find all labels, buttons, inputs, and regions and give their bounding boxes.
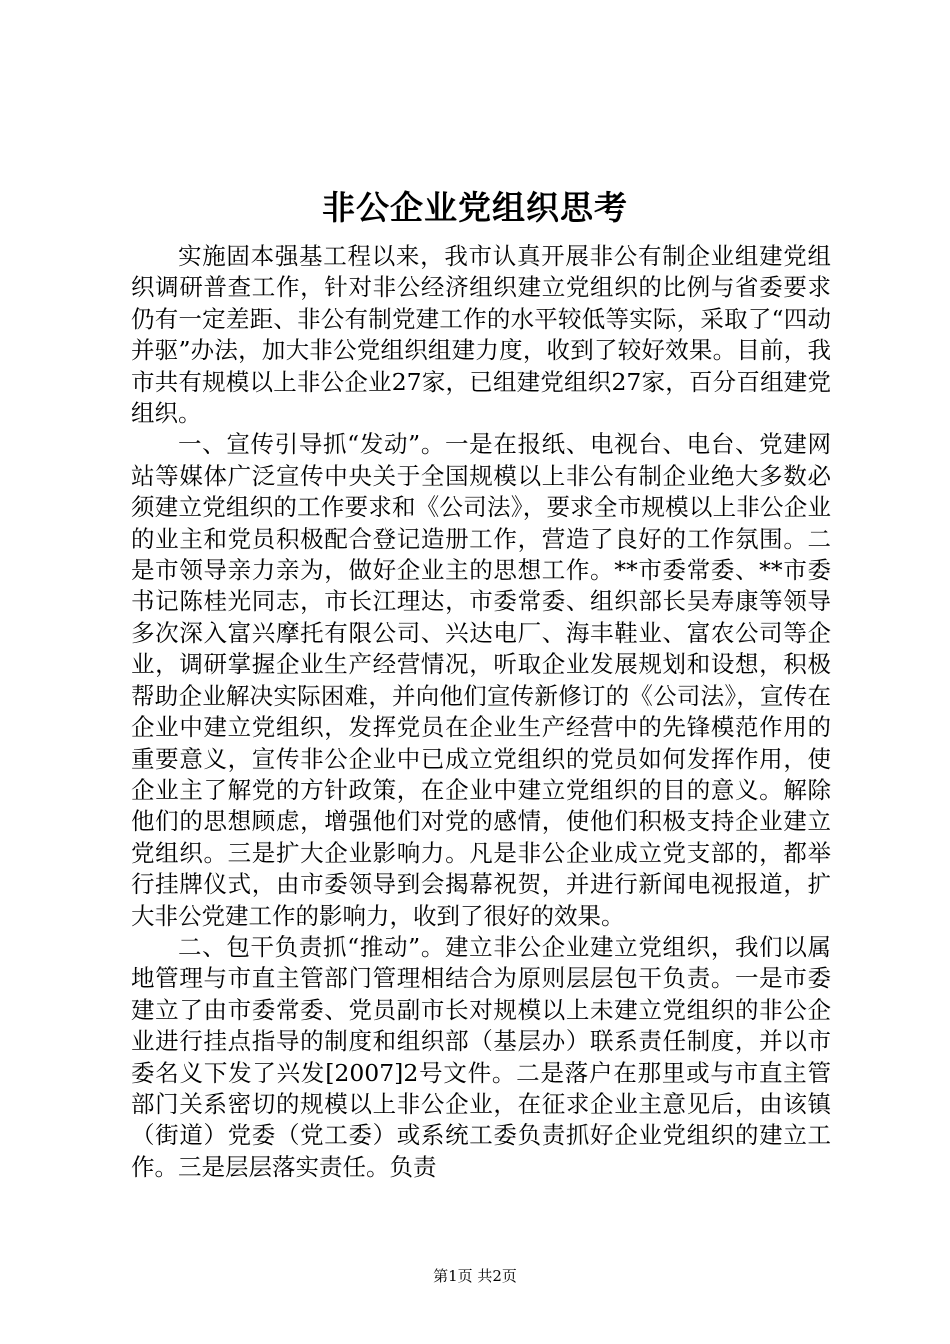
paragraph-section-one: 一、宣传引导抓“发动”。一是在报纸、电视台、电台、党建网站等媒体广泛宣传中央关于全国规模以上非公有制企业绝大多数必须建立党组织的工作要求和《公司法》，要求全市规模以上非公企业的业主和党员积极配合登记造册工作，营造了良好的工作氛围。二是市领导亲力亲为，做好企业主的思想工作。**市委常委、**市委书记陈桂光同志，市长江理达，市委常委、组织部长吴寿康等领导多次深入富兴摩托有限公司、兴达电厂、海丰鞋业、富农公司等企业，调研掌握企业生产经营情况，听取企业发展规划和设想，积极帮助企业解决实际困难，并向他们宣传新修订的《公司法》，宣传在企业中建立党组织，发挥党员在企业生产经营中的先锋模范作用的重要意义，宣传非公企业中已成立党组织的党员如何发挥作用，使企业主了解党的方针政策，在企业中建立党组织的目的意义。解除他们的思想顾虑，增强他们对党的感情，使他们积极支持企业建立党组织。三是扩大企业影响力。凡是非公企业成立党支部的，都举行挂牌仪式，由市委领导到会揭幕祝贺，并进行新闻电视报道，扩大非公党建工作的影响力，收到了很好的效果。 <box>131 430 831 930</box>
document-body <box>131 241 831 1183</box>
paragraph-intro: 实施固本强基工程以来，我市认真开展非公有制企业组建党组织调研普查工作，针对非公经济组织建立党组织的比例与省委要求仍有一定差距、非公有制党建工作的水平较低等实际，采取了“四动并驱”办法，加大非公党组织组建力度，收到了较好效果。目前，我市共有规模以上非公企业27家，已组建党组织27家，百分百组建党组织。 <box>131 242 831 428</box>
document-title: 非公企业党组织思考 <box>322 188 628 227</box>
paragraph-section-two: 二、包干负责抓“推动”。建立非公企业建立党组织，我们以属地管理与市直主管部门管理相结合为原则层层包干负责。一是市委建立了由市委常委、党员副市长对规模以上未建立党组织的非公企业进行挂点指导的制度和组织部（基层办）联系责任制度，并以市委名义下发了兴发[2007]2号文件。二是落户在那里或与市直主管部门关系密切的规模以上非公企业，在征求企业主意见后，由该镇（街道）党委（党工委）或系统工委负责抓好企业党组织的建立工作。三是层层落实责任。负责 <box>131 932 831 1181</box>
page-number-footer: 第1页 共2页 <box>433 1267 517 1285</box>
